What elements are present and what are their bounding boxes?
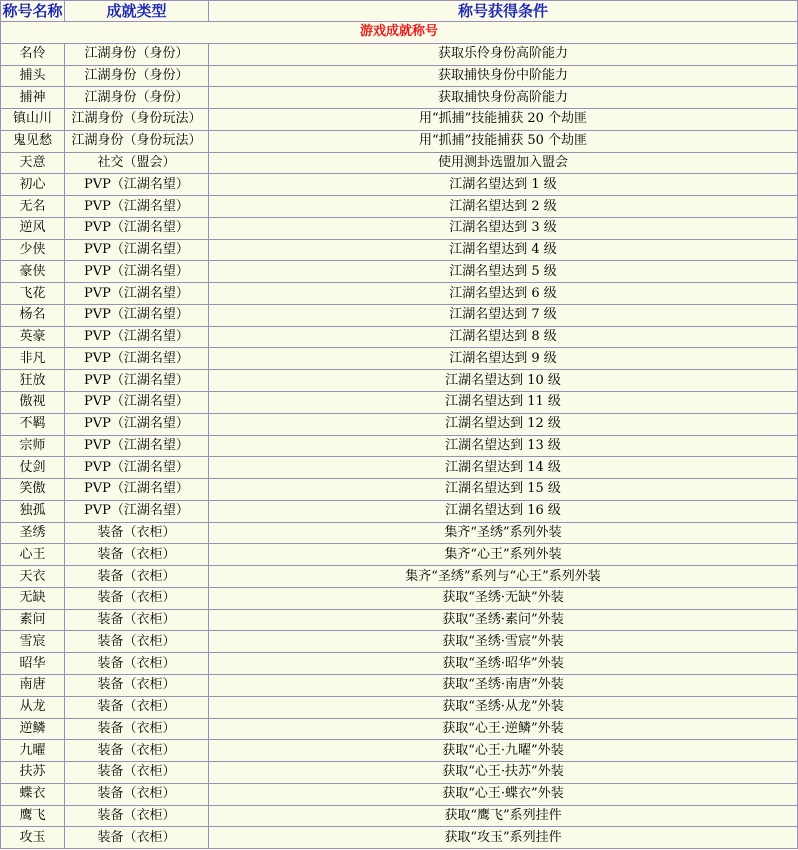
unlock-condition-cell: 江湖名望达到 11 级 (209, 392, 798, 414)
header-type-column: 成就类型 (65, 1, 209, 22)
achievement-type-cell: PVP（江湖名望） (65, 479, 209, 501)
table-row (1, 392, 798, 414)
unlock-condition-cell: 获取“圣绣·素问”外装 (209, 609, 798, 631)
achievement-type-cell: 装备（衣柜） (65, 544, 209, 566)
unlock-condition-cell: 获取“圣绣·南唐”外装 (209, 674, 798, 696)
title-name-cell: 狂放 (1, 370, 65, 392)
unlock-condition-cell: 获取“心王·扶苏”外装 (209, 762, 798, 784)
table-row (1, 718, 798, 740)
title-name-cell: 雪宸 (1, 631, 65, 653)
table-row (1, 196, 798, 218)
section-title: 游戏成就称号 (1, 22, 798, 44)
unlock-condition-cell: 江湖名望达到 13 级 (209, 435, 798, 457)
table-row (1, 696, 798, 718)
section-row (1, 22, 798, 44)
achievement-type-cell: PVP（江湖名望） (65, 370, 209, 392)
title-name-cell: 鬼见愁 (1, 130, 65, 152)
achievement-type-cell: 装备（衣柜） (65, 783, 209, 805)
unlock-condition-cell: 江湖名望达到 2 级 (209, 196, 798, 218)
table-row (1, 109, 798, 131)
achievement-type-cell: PVP（江湖名望） (65, 500, 209, 522)
table-row (1, 326, 798, 348)
achievement-type-cell: PVP（江湖名望） (65, 261, 209, 283)
title-name-cell: 天意 (1, 152, 65, 174)
unlock-condition-cell: 使用测卦选盟加入盟会 (209, 152, 798, 174)
title-name-cell: 圣绣 (1, 522, 65, 544)
title-name-cell: 豪侠 (1, 261, 65, 283)
table-row (1, 479, 798, 501)
unlock-condition-cell: 江湖名望达到 9 级 (209, 348, 798, 370)
unlock-condition-cell: 江湖名望达到 7 级 (209, 304, 798, 326)
achievement-type-cell: 江湖身份（身份） (65, 43, 209, 65)
table-row (1, 239, 798, 261)
title-name-cell: 素问 (1, 609, 65, 631)
achievement-type-cell: 装备（衣柜） (65, 740, 209, 762)
unlock-condition-cell: 江湖名望达到 1 级 (209, 174, 798, 196)
title-name-cell: 九曜 (1, 740, 65, 762)
title-name-cell: 少侠 (1, 239, 65, 261)
achievement-type-cell: 装备（衣柜） (65, 827, 209, 849)
achievement-type-cell: 装备（衣柜） (65, 674, 209, 696)
table-row (1, 370, 798, 392)
table-row (1, 283, 798, 305)
title-name-cell: 独孤 (1, 500, 65, 522)
title-name-cell: 攻玉 (1, 827, 65, 849)
table-row (1, 174, 798, 196)
table-header (1, 1, 798, 22)
achievement-type-cell: 江湖身份（身份玩法） (65, 130, 209, 152)
achievement-type-cell: 装备（衣柜） (65, 653, 209, 675)
achievement-type-cell: PVP（江湖名望） (65, 283, 209, 305)
achievement-type-cell: 装备（衣柜） (65, 587, 209, 609)
table-row (1, 87, 798, 109)
title-name-cell: 昭华 (1, 653, 65, 675)
title-name-cell: 逆风 (1, 217, 65, 239)
title-name-cell: 不羁 (1, 413, 65, 435)
unlock-condition-cell: 获取“圣绣·无缺”外装 (209, 587, 798, 609)
unlock-condition-cell: 集齐“心王”系列外装 (209, 544, 798, 566)
achievement-type-cell: 江湖身份（身份） (65, 65, 209, 87)
title-name-cell: 从龙 (1, 696, 65, 718)
title-name-cell: 南唐 (1, 674, 65, 696)
unlock-condition-cell: 集齐“圣绣”系列外装 (209, 522, 798, 544)
title-name-cell: 捕神 (1, 87, 65, 109)
table-row (1, 783, 798, 805)
achievement-type-cell: PVP（江湖名望） (65, 435, 209, 457)
achievement-type-cell: PVP（江湖名望） (65, 196, 209, 218)
achievement-type-cell: 装备（衣柜） (65, 609, 209, 631)
table-row (1, 566, 798, 588)
table-row (1, 805, 798, 827)
unlock-condition-cell: 获取“心王·九曜”外装 (209, 740, 798, 762)
unlock-condition-cell: 江湖名望达到 5 级 (209, 261, 798, 283)
table-row (1, 827, 798, 849)
title-name-cell: 名伶 (1, 43, 65, 65)
title-name-cell: 笑傲 (1, 479, 65, 501)
unlock-condition-cell: 获取“心王·蝶衣”外装 (209, 783, 798, 805)
table-row (1, 674, 798, 696)
title-name-cell: 英豪 (1, 326, 65, 348)
table-row (1, 304, 798, 326)
unlock-condition-cell: 获取乐伶身份高阶能力 (209, 43, 798, 65)
table-row (1, 653, 798, 675)
table-row (1, 130, 798, 152)
title-name-cell: 宗师 (1, 435, 65, 457)
title-name-cell: 镇山川 (1, 109, 65, 131)
unlock-condition-cell: 获取捕快身份中阶能力 (209, 65, 798, 87)
title-name-cell: 蝶衣 (1, 783, 65, 805)
achievement-type-cell: 江湖身份（身份玩法） (65, 109, 209, 131)
achievement-type-cell: 装备（衣柜） (65, 631, 209, 653)
title-name-cell: 扶苏 (1, 762, 65, 784)
achievement-type-cell: 江湖身份（身份） (65, 87, 209, 109)
achievement-type-cell: 社交（盟会） (65, 152, 209, 174)
unlock-condition-cell: 江湖名望达到 8 级 (209, 326, 798, 348)
table-row (1, 740, 798, 762)
achievement-type-cell: PVP（江湖名望） (65, 392, 209, 414)
title-name-cell: 无缺 (1, 587, 65, 609)
table-body (1, 22, 798, 849)
table-row (1, 522, 798, 544)
unlock-condition-cell: 江湖名望达到 10 级 (209, 370, 798, 392)
unlock-condition-cell: 用“抓捕”技能捕获 20 个劫匪 (209, 109, 798, 131)
unlock-condition-cell: 江湖名望达到 12 级 (209, 413, 798, 435)
unlock-condition-cell: 获取“鹰飞”系列挂件 (209, 805, 798, 827)
unlock-condition-cell: 江湖名望达到 3 级 (209, 217, 798, 239)
title-name-cell: 无名 (1, 196, 65, 218)
header-condition-column: 称号获得条件 (209, 1, 798, 22)
achievement-type-cell: PVP（江湖名望） (65, 239, 209, 261)
unlock-condition-cell: 集齐“圣绣”系列与“心王”系列外装 (209, 566, 798, 588)
table-row (1, 500, 798, 522)
achievement-type-cell: PVP（江湖名望） (65, 174, 209, 196)
achievement-type-cell: PVP（江湖名望） (65, 217, 209, 239)
achievement-type-cell: 装备（衣柜） (65, 522, 209, 544)
achievement-type-cell: 装备（衣柜） (65, 805, 209, 827)
title-name-cell: 逆鳞 (1, 718, 65, 740)
title-name-cell: 捕头 (1, 65, 65, 87)
title-name-cell: 鹰飞 (1, 805, 65, 827)
title-name-cell: 傲视 (1, 392, 65, 414)
table-row (1, 587, 798, 609)
title-name-cell: 初心 (1, 174, 65, 196)
unlock-condition-cell: 江湖名望达到 15 级 (209, 479, 798, 501)
unlock-condition-cell: 用“抓捕”技能捕获 50 个劫匪 (209, 130, 798, 152)
table-row (1, 457, 798, 479)
table-row (1, 631, 798, 653)
unlock-condition-cell: 江湖名望达到 4 级 (209, 239, 798, 261)
unlock-condition-cell: 获取捕快身份高阶能力 (209, 87, 798, 109)
unlock-condition-cell: 获取“圣绣·从龙”外装 (209, 696, 798, 718)
title-name-cell: 仗剑 (1, 457, 65, 479)
unlock-condition-cell: 获取“圣绣·雪宸”外装 (209, 631, 798, 653)
title-name-cell: 天衣 (1, 566, 65, 588)
unlock-condition-cell: 江湖名望达到 6 级 (209, 283, 798, 305)
unlock-condition-cell: 获取“圣绣·昭华”外装 (209, 653, 798, 675)
achievement-type-cell: 装备（衣柜） (65, 696, 209, 718)
unlock-condition-cell: 获取“攻玉”系列挂件 (209, 827, 798, 849)
table-row (1, 609, 798, 631)
table-row (1, 413, 798, 435)
achievement-type-cell: PVP（江湖名望） (65, 457, 209, 479)
table-row (1, 544, 798, 566)
achievement-type-cell: 装备（衣柜） (65, 718, 209, 740)
table-row (1, 762, 798, 784)
header-row (1, 1, 798, 22)
table-row (1, 261, 798, 283)
achievement-type-cell: PVP（江湖名望） (65, 304, 209, 326)
achievement-type-cell: PVP（江湖名望） (65, 326, 209, 348)
table-row (1, 435, 798, 457)
title-name-cell: 心王 (1, 544, 65, 566)
unlock-condition-cell: 江湖名望达到 14 级 (209, 457, 798, 479)
achievement-type-cell: 装备（衣柜） (65, 566, 209, 588)
achievement-type-cell: 装备（衣柜） (65, 762, 209, 784)
table-row (1, 348, 798, 370)
title-name-cell: 飞花 (1, 283, 65, 305)
table-row (1, 152, 798, 174)
table-row (1, 65, 798, 87)
achievement-type-cell: PVP（江湖名望） (65, 413, 209, 435)
title-name-cell: 杨名 (1, 304, 65, 326)
header-name-column: 称号名称 (2, 1, 63, 20)
table-row (1, 43, 798, 65)
unlock-condition-cell: 江湖名望达到 16 级 (209, 500, 798, 522)
achievement-type-cell: PVP（江湖名望） (65, 348, 209, 370)
title-name-cell: 非凡 (1, 348, 65, 370)
table-row (1, 217, 798, 239)
unlock-condition-cell: 获取“心王·逆鳞”外装 (209, 718, 798, 740)
